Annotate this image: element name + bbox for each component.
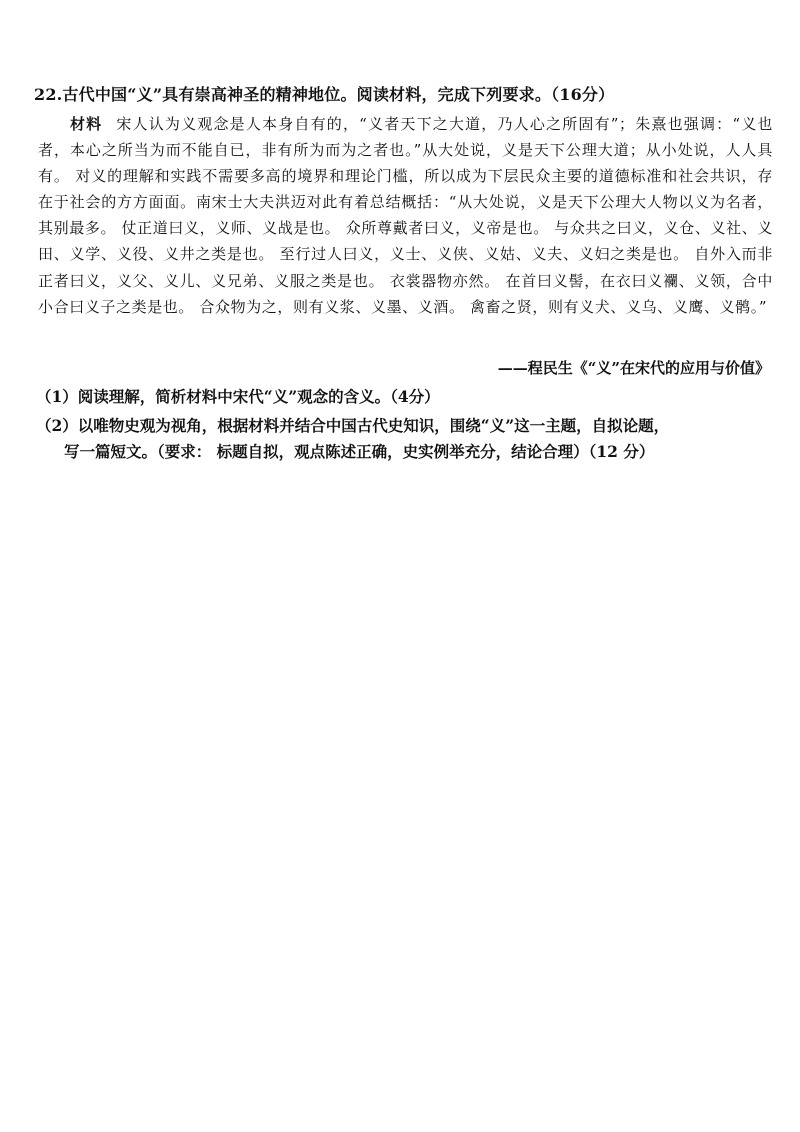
sub-question-1-text: 阅读理解，简析材料中宋代“义”观念的含义。（4分） [77, 387, 440, 406]
sub-question-2-text-line1: 以唯物史观为视角，根据材料并结合中国古代史知识，围绕“义”这一主题，自拟论题， [77, 416, 670, 435]
material-text: 宋人认为义观念是人本身自有的，“义者天下之大道，乃人心之所固有”；朱熹也强调：“义也者，本心之所当为而不能自已，非有所为而为之者也。”从大处说，义是天下公理大道；从小处说，人人具有。 对义的理解和实践不需要多高的境界和理论门槛，所以成为下层民众主要的道德标准和社会共识，存在于社会的方方面面。南宋士大夫洪迈对此有着总结概括：“从大处说，义是天下公理大人物以义为名者，其别最多。 仗正道曰义，义师、义战是也。 众所尊戴者曰义，义帝是也。 与众共之曰义，义仓、义社、义田、义学、义役、义井之类是也。 至行过人曰义，义士、义侠、义姑、义夫、义妇之类是也。 自外入而非正者曰义，义父、义儿、义兄弟、义服之类是也。 衣裳器物亦然。 在首曰义髻，在衣曰义襴、义领，合中小合曰义子之类是也。 合众物为之，则有义浆、义墨、义酒。 禽畜之贤，则有义犬、义乌、义鹰、义鹘。” [38, 115, 773, 316]
sub-question-1-number: （1） [36, 387, 78, 406]
question-title: 22.古代中国“义”具有崇高神圣的精神地位。阅读材料，完成下列要求。（16分） [34, 85, 615, 104]
sub-question-2-number: （2） [36, 416, 78, 435]
material-source: ——程民生《“义”在宋代的应用与价值》 [497, 359, 770, 377]
sub-question-2-text-line2: 写一篇短文。（要求： 标题自拟，观点陈述正确，史实例举充分，结论合理）（12 分） [64, 442, 655, 461]
material-passage [38, 111, 773, 320]
sub-question-2 [36, 413, 776, 465]
material-label: 材料 [70, 115, 103, 133]
sub-question-1 [36, 384, 776, 410]
